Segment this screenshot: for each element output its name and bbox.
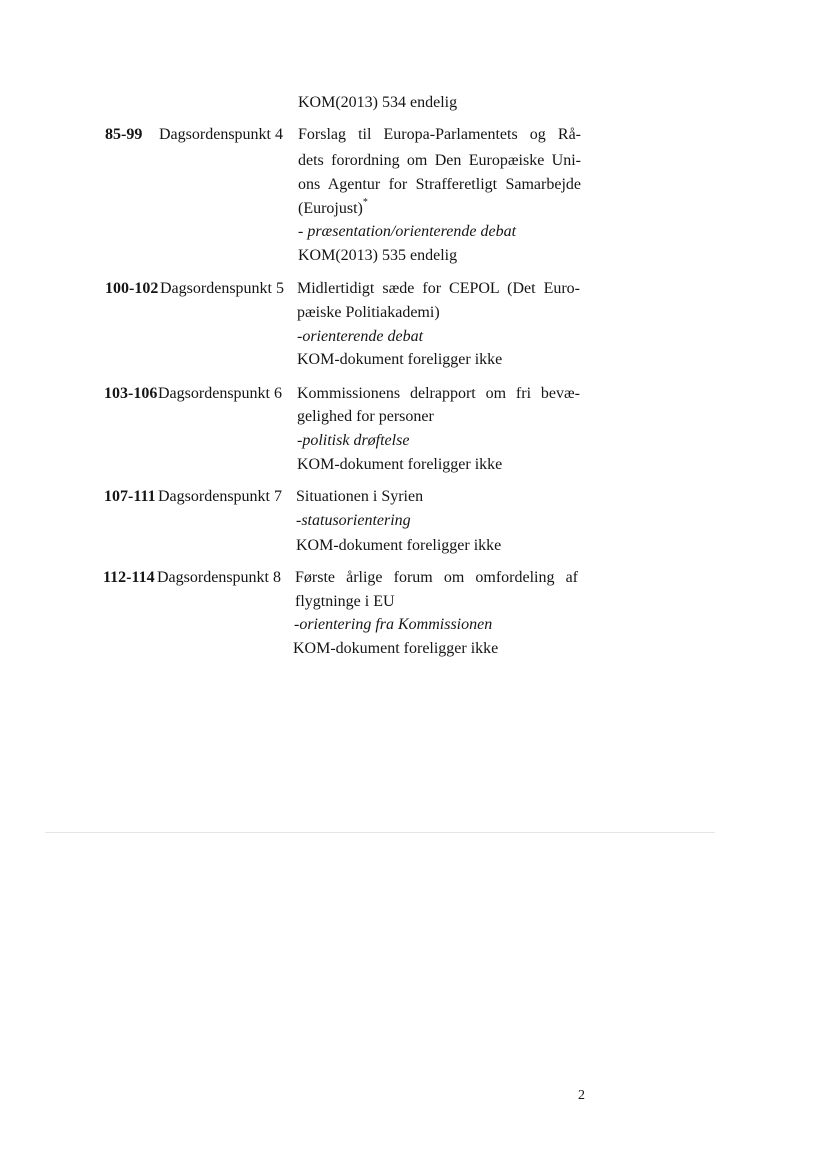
item-title-line: dets forordning om Den Europæiske Uni- (298, 152, 581, 169)
document-reference: KOM-dokument foreligger ikke (293, 640, 499, 657)
agenda-point: Dagsordenspunkt 8 (157, 569, 281, 586)
item-note: -orienterende debat (297, 328, 424, 345)
agenda-point: Dagsordenspunkt 7 (158, 488, 282, 505)
item-title-line: pæiske Politiakademi) (297, 304, 440, 321)
footnote-marker: * (362, 197, 368, 208)
page-reference: 85-99 (105, 126, 143, 143)
item-title-line: Midlertidigt sæde for CEPOL (Det Euro- (297, 280, 580, 297)
item-title-line: Situationen i Syrien (296, 488, 424, 505)
item-note: -politisk drøftelse (297, 432, 410, 449)
page-reference: 112-114 (103, 569, 155, 586)
item-note: -statusorientering (296, 512, 411, 529)
item-title-line (298, 198, 368, 220)
item-title-line: ons Agentur for Strafferetligt Samarbejde (298, 176, 581, 193)
page-reference: 107-111 (104, 488, 156, 505)
item-title-text: (Eurojust) (298, 200, 363, 217)
page-reference: 100-102 (105, 280, 159, 297)
document-reference: KOM(2013) 534 endelig (298, 94, 458, 111)
item-title-line: flygtninge i EU (295, 593, 395, 610)
document-reference: KOM-dokument foreligger ikke (297, 456, 503, 473)
agenda-point: Dagsordenspunkt 5 (160, 280, 284, 297)
item-title-line: gelighed for personer (297, 408, 434, 425)
item-title-line: Kommissionens delrapport om fri bevæ- (297, 385, 580, 402)
document-reference: KOM-dokument foreligger ikke (297, 351, 503, 368)
agenda-point: Dagsordenspunkt 6 (158, 385, 282, 402)
page-reference: 103-106 (104, 385, 158, 402)
document-reference: KOM-dokument foreligger ikke (296, 537, 502, 554)
item-title-line: Forslag til Europa-Parlamentets og Rå- (298, 126, 581, 143)
page-number: 2 (578, 1088, 585, 1103)
item-note: -orientering fra Kommissionen (294, 616, 493, 633)
agenda-point: Dagsordenspunkt 4 (159, 126, 283, 143)
item-title-line: Første årlige forum om omfordeling af (295, 569, 578, 586)
item-note: - præsentation/orienterende debat (298, 223, 517, 240)
scan-fold-line (45, 832, 715, 833)
document-reference: KOM(2013) 535 endelig (298, 247, 458, 264)
